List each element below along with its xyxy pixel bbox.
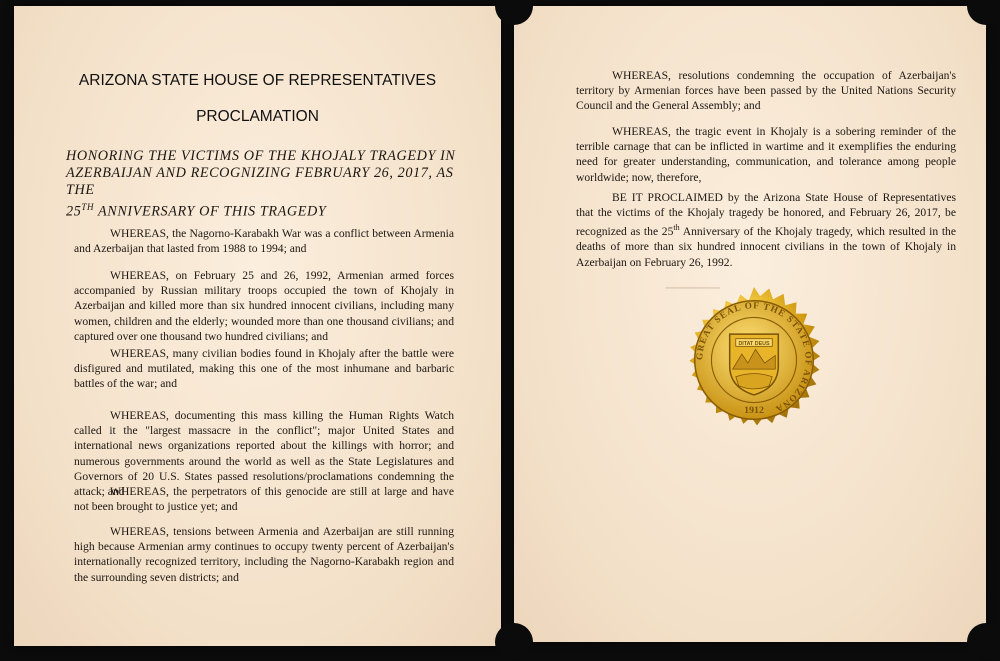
house-heading: ARIZONA STATE HOUSE OF REPRESENTATIVES — [78, 72, 437, 89]
honoring-title — [66, 148, 466, 221]
whereas-paragraph-2: WHEREAS, on February 25 and 26, 1992, Armenian armed forces accompanied by Russian military troops occupied the town of Khojaly in Azerbaijan and killed more than six hundred innocent civilians, including many women, children and the elderly; wounded more than one thousand civilians; and captured over one thousand two hundred civilians; and — [74, 269, 454, 343]
honoring-line-1: HONORING THE VICTIMS OF THE KHOJALY TRAGEDY IN — [66, 148, 456, 164]
whereas-paragraph-1: WHEREAS, the Nagorno-Karabakh War was a conflict between Armenia and Azerbaijan that lasted from 1988 to 1994; and — [74, 227, 454, 256]
honoring-line-2: AZERBAIJAN AND RECOGNIZING FEBRUARY 26, 2017, AS THE — [66, 165, 454, 198]
proclamation-statement: BE IT PROCLAIMED by the Arizona State House of Representatives that the victims of the Khojaly tragedy be honored, and February 26, 2017, be recognized as the 25th Anniversary of the Khojaly tragedy, which resulted in the deaths of more than six hundred innocent civilians in the town of Khojaly in Azerbaijan on February 26, 1992. — [576, 191, 956, 269]
svg-text:1912: 1912 — [744, 405, 764, 417]
state-seal-icon — [678, 284, 830, 436]
svg-text:DITAT DEUS: DITAT DEUS — [738, 341, 770, 348]
whereas-paragraph-7: WHEREAS, resolutions condemning the occupation of Azerbaijan's territory by Armenian forces have been passed by the United Nations Security Council and the General Assembly; and — [576, 69, 956, 113]
whereas-paragraph-3: WHEREAS, many civilian bodies found in Khojaly after the battle were disfigured and mutilated, making this one of the most inhumane and barbaric battles of the war; and — [74, 347, 454, 391]
proclamation-title: PROCLAMATION — [196, 108, 319, 125]
svg-text:GREAT SEAL OF THE STATE OF ARI: GREAT SEAL OF THE STATE OF ARIZONA — [694, 300, 814, 415]
page-corner-cut — [967, 623, 1000, 661]
page-corner-cut — [495, 623, 533, 661]
whereas-paragraph-8: WHEREAS, the tragic event in Khojaly is a sobering reminder of the terrible carnage that can be inflicted in wartime and it exemplifies the enduring need for greater understanding, communication, and tolerance among people worldwide; now, therefore, — [576, 125, 956, 184]
honoring-line-3: 25TH ANNIVERSARY OF THIS TRAGEDY — [66, 202, 327, 220]
whereas-paragraph-6: WHEREAS, tensions between Armenia and Azerbaijan are still running high because Armenian army continues to occupy twenty percent of Azerbaijan's internationally recognized territory, including the Nagorno-Karabakh region and the surrounding seven districts; and — [74, 525, 454, 584]
proclamation-page-right — [514, 6, 986, 642]
whereas-paragraph-5: WHEREAS, the perpetrators of this genocide are still at large and have not been brought to justice yet; and — [74, 485, 454, 514]
watermark-impression: ⸺ — [664, 268, 725, 305]
proclamation-page-left — [14, 6, 501, 646]
whereas-paragraph-4: WHEREAS, documenting this mass killing the Human Rights Watch called it the "largest massacre in the conflict"; major United States and international news organizations reported about the killings with horror; and numerous governments around the world as well as the State Legislatures and Governors of 20 U.S. States passed resolutions/proclamations condemning the attack; and — [74, 409, 454, 499]
